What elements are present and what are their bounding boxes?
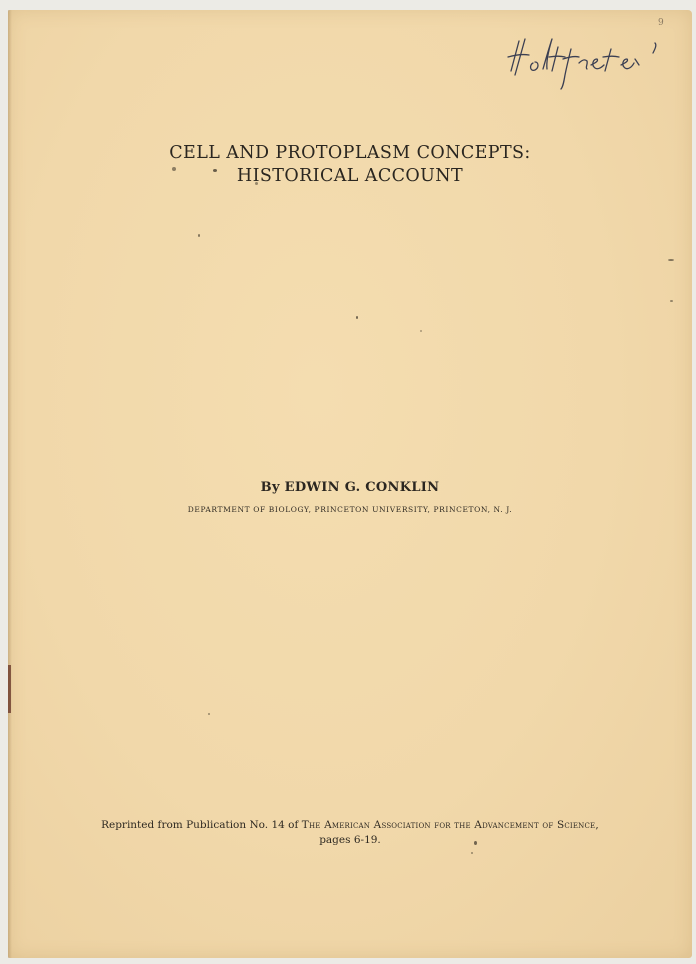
reprint-pages: pages 6-19. [319,834,381,846]
reprint-notice [8,818,692,848]
author-line: By EDWIN G. CONKLIN [260,480,440,495]
page-mark: 9 [658,18,664,28]
handwritten-signature [503,35,673,90]
paper-speck [208,713,210,715]
binding-mark [8,665,11,713]
paper-speck [420,330,422,332]
paper-speck [356,316,358,319]
author-affiliation: DEPARTMENT OF BIOLOGY, PRINCETON UNIVERSITY, PRINCETON, N. J. [187,505,513,514]
reprint-line-1 [8,818,692,833]
paper-speck [471,852,473,854]
reprint-organization: The American Association for the Advancement of Science, [301,819,599,831]
title-line-1: CELL AND PROTOPLASM CONCEPTS: [169,143,531,163]
reprint-prefix: Reprinted from Publication No. 14 of [101,819,299,831]
document-cover [8,10,692,958]
title-line-2: HISTORICAL ACCOUNT [236,166,464,186]
paper-speck [668,259,674,261]
paper-speck [670,300,673,302]
document-title [8,142,692,188]
paper-speck [198,234,200,237]
